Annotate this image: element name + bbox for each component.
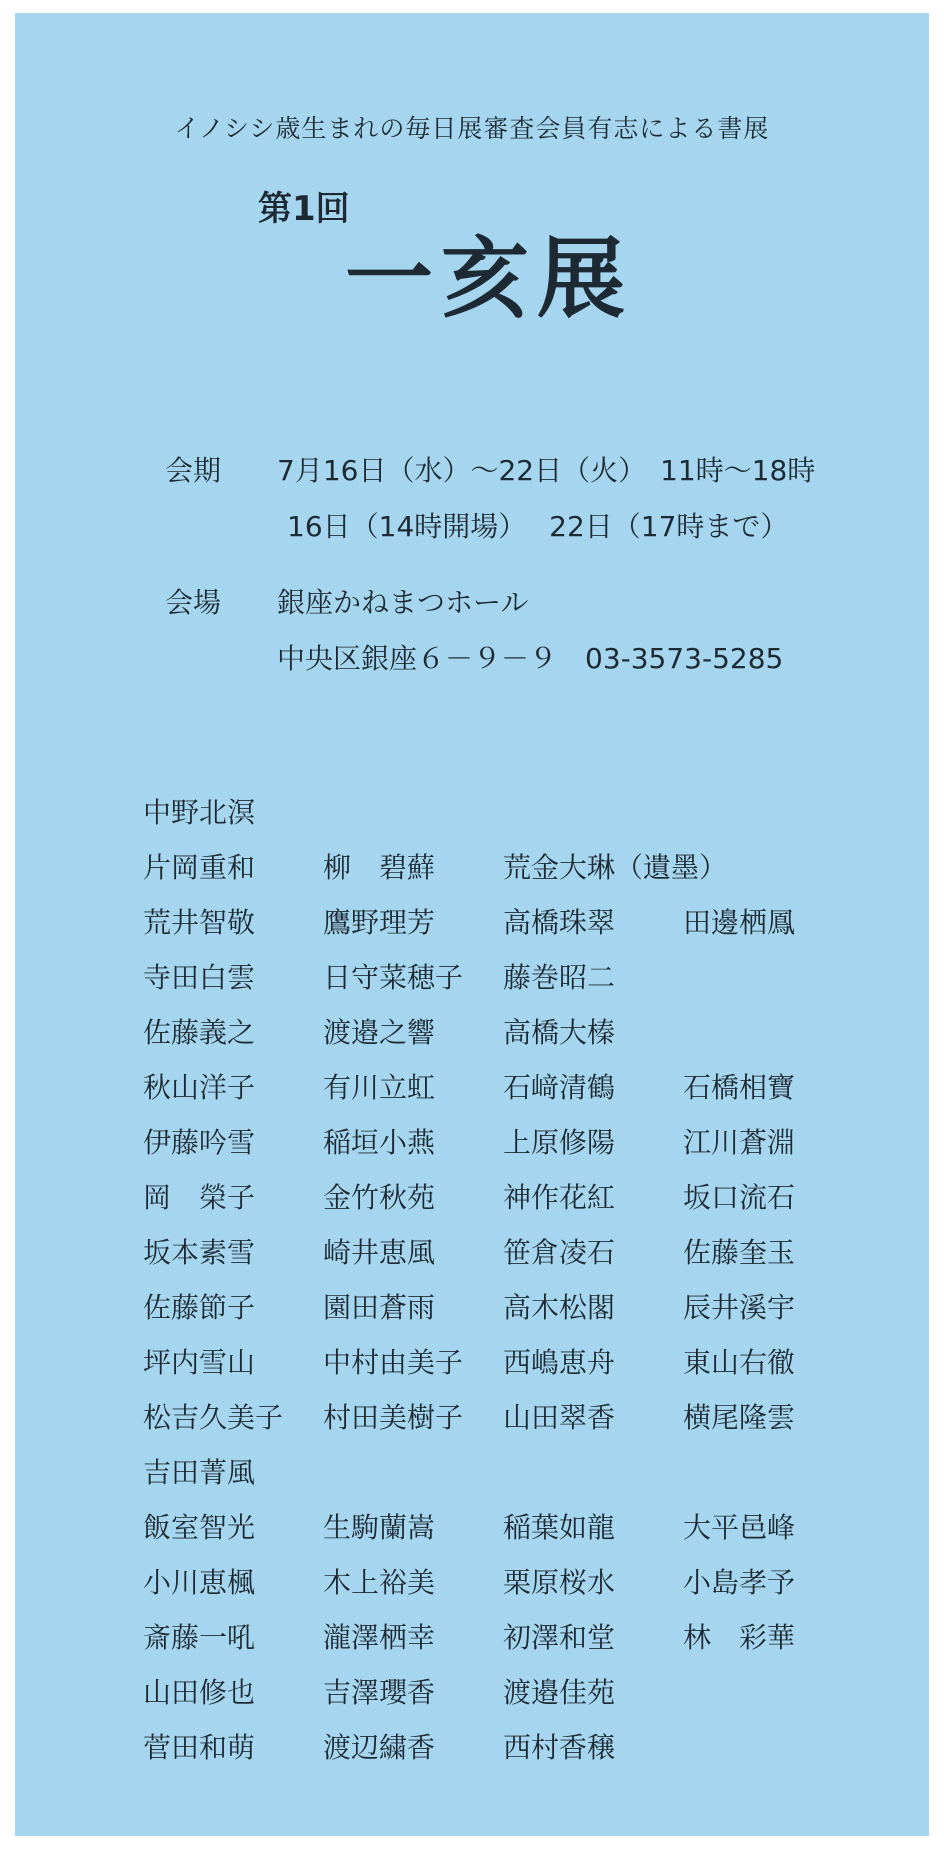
member-name: 坂本素雪 [143, 1236, 256, 1269]
period-label: 会期 [165, 454, 222, 487]
member-name: 西村香穣 [503, 1731, 616, 1764]
member-name: 東山右徹 [683, 1346, 796, 1379]
member-name: 中野北溟 [143, 796, 256, 829]
member-name: 吉澤瓔香 [323, 1676, 436, 1709]
member-name: 坪内雪山 [143, 1346, 256, 1379]
member-name: 高橋大榛 [503, 1016, 616, 1049]
member-name: 寺田白雲 [143, 961, 256, 994]
flyer-page [15, 13, 929, 1836]
member-name: 村田美樹子 [323, 1401, 464, 1434]
member-name: 吉田菁風 [143, 1456, 256, 1489]
member-name: 上原修陽 [503, 1126, 616, 1159]
member-name: 鷹野理芳 [323, 906, 436, 939]
member-name: 斎藤一吼 [143, 1621, 256, 1654]
member-name: 中村由美子 [323, 1346, 464, 1379]
member-name: 山田翠香 [503, 1401, 616, 1434]
member-name: 佐藤義之 [143, 1016, 256, 1049]
edition-label: 第1回 [258, 189, 350, 229]
member-name: 日守菜穂子 [323, 961, 464, 994]
member-name: 石橋相寶 [683, 1071, 796, 1104]
member-name: 高木松閣 [503, 1291, 616, 1324]
member-name: 辰井溪宇 [683, 1291, 796, 1324]
member-name: 秋山洋子 [143, 1071, 256, 1104]
exhibition-title: 一亥展 [345, 227, 634, 330]
member-name: 稲垣小燕 [323, 1126, 436, 1159]
member-name: 松吉久美子 [143, 1401, 284, 1434]
member-name: 生駒蘭嵩 [323, 1511, 436, 1544]
member-name: 稲葉如龍 [503, 1511, 616, 1544]
member-name: 荒井智敬 [143, 906, 256, 939]
member-name: 初澤和堂 [503, 1621, 616, 1654]
member-name: 木上裕美 [323, 1566, 436, 1599]
member-name: 菅田和萌 [143, 1731, 256, 1764]
member-name: 栗原桜水 [503, 1566, 616, 1599]
member-name: 小川恵楓 [143, 1566, 256, 1599]
member-name: 高橋珠翠 [503, 906, 616, 939]
member-name: 大平邑峰 [683, 1511, 796, 1544]
member-name: 柳 碧蘚 [323, 851, 436, 884]
member-name: 岡 榮子 [143, 1181, 256, 1214]
member-name: 山田修也 [143, 1676, 256, 1709]
venue-address: 中央区銀座６－９－９ 03-3573-5285 [277, 642, 784, 675]
member-name: 渡邉佳苑 [503, 1676, 616, 1709]
member-name: 西嶋恵舟 [503, 1346, 616, 1379]
member-name: 佐藤奎玉 [683, 1236, 796, 1269]
member-name: 有川立虹 [323, 1071, 436, 1104]
member-name: 田邊栖鳳 [683, 906, 796, 939]
member-name: 石﨑清鶴 [503, 1071, 616, 1104]
member-name: 横尾隆雲 [683, 1401, 796, 1434]
member-name: 渡辺繍香 [323, 1731, 436, 1764]
period-notes: 16日（14時開場） 22日（17時まで） [287, 510, 789, 543]
member-name: 林 彩華 [683, 1621, 796, 1654]
member-name: 伊藤吟雪 [143, 1126, 256, 1159]
venue-name: 銀座かねまつホール [277, 586, 529, 619]
member-name: 片岡重和 [143, 851, 256, 884]
member-name: 崎井恵風 [323, 1236, 436, 1269]
venue-label: 会場 [165, 586, 222, 619]
member-name: 笹倉凌石 [503, 1236, 616, 1269]
member-name: 園田蒼雨 [323, 1291, 436, 1324]
member-name: 神作花紅 [503, 1181, 616, 1214]
member-name: 荒金大琳（遺墨） [503, 851, 728, 884]
exhibition-subtitle: イノシシ歳生まれの毎日展審査会員有志による書展 [174, 114, 770, 143]
member-name: 佐藤節子 [143, 1291, 256, 1324]
period-dates: 7月16日（水）～22日（火） 11時～18時 [277, 454, 816, 487]
member-name: 藤巻昭二 [503, 961, 616, 994]
member-name: 小島孝予 [683, 1566, 796, 1599]
member-name: 渡邉之響 [323, 1016, 436, 1049]
member-name: 飯室智光 [143, 1511, 256, 1544]
member-name: 江川蒼淵 [683, 1126, 796, 1159]
member-name: 金竹秋苑 [323, 1181, 436, 1214]
member-name: 瀧澤栖幸 [323, 1621, 436, 1654]
member-name: 坂口流石 [683, 1181, 796, 1214]
